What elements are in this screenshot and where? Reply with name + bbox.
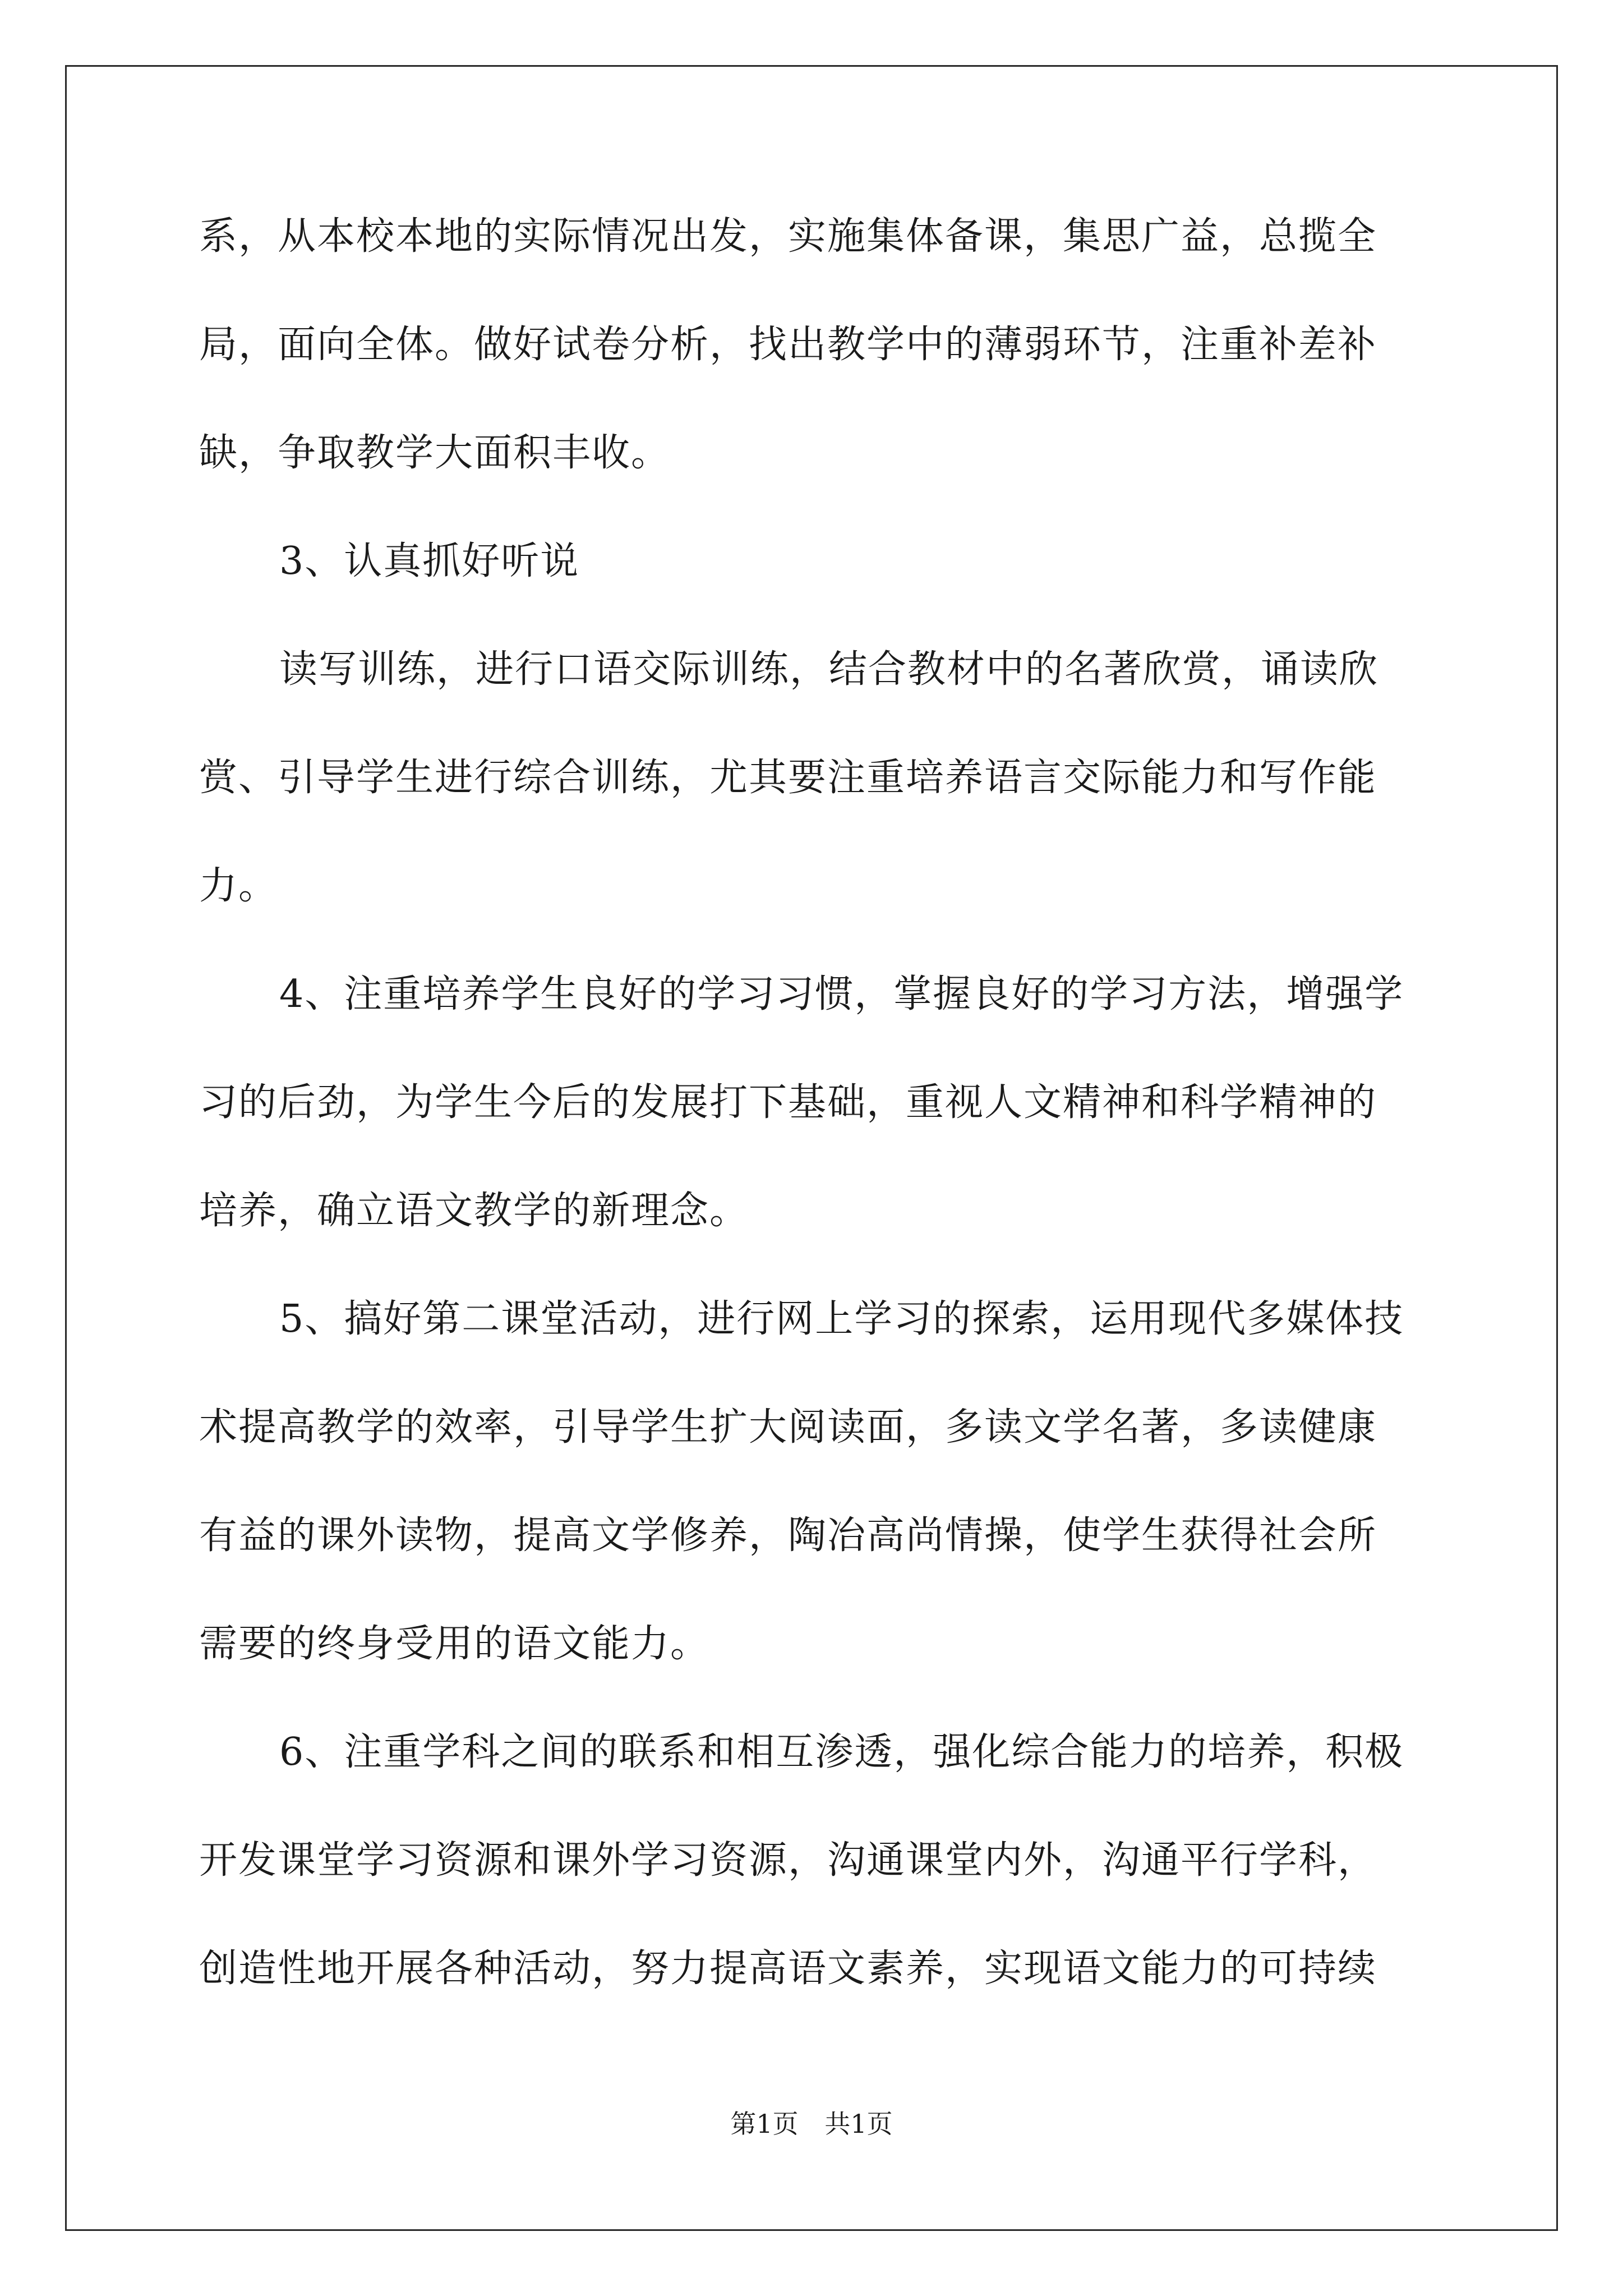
text-line: 局，面向全体。做好试卷分析，找出教学中的薄弱环节，注重补差补 bbox=[199, 323, 1377, 367]
text-line: 缺，争取教学大面积丰收。 bbox=[199, 431, 671, 475]
text-line: 6、注重学科之间的联系和相互渗透，强化综合能力的培养，积极 bbox=[279, 1730, 1404, 1774]
page-border bbox=[65, 65, 1558, 2231]
text-line: 5、搞好第二课堂活动，进行网上学习的探索，运用现代多媒体技 bbox=[279, 1297, 1404, 1341]
text-line: 培养，确立语文教学的新理念。 bbox=[199, 1189, 749, 1233]
page-total: 共1页 bbox=[824, 2109, 893, 2139]
page-number: 第1页 bbox=[730, 2109, 799, 2139]
text-line: 4、注重培养学生良好的学习习惯，掌握良好的学习方法，增强学 bbox=[279, 972, 1404, 1016]
text-line: 赏、引导学生进行综合训练，尤其要注重培养语言交际能力和写作能 bbox=[199, 756, 1377, 800]
text-line: 习的后劲，为学生今后的发展打下基础，重视人文精神和科学精神的 bbox=[199, 1080, 1377, 1125]
text-line: 读写训练，进行口语交际训练，结合教材中的名著欣赏，诵读欣 bbox=[279, 647, 1379, 692]
text-line: 有益的课外读物，提高文学修养，陶冶高尚情操，使学生获得社会所 bbox=[199, 1513, 1377, 1558]
text-line: 开发课堂学习资源和课外学习资源，沟通课堂内外，沟通平行学科， bbox=[199, 1838, 1377, 1883]
list-heading: 3、认真抓好听说 bbox=[279, 539, 580, 583]
text-line: 力。 bbox=[199, 864, 278, 908]
text-line: 需要的终身受用的语文能力。 bbox=[199, 1622, 710, 1666]
text-line: 术提高教学的效率，引导学生扩大阅读面，多读文学名著，多读健康 bbox=[199, 1405, 1377, 1450]
text-line: 创造性地开展各种活动，努力提高语文素养，实现语文能力的可持续 bbox=[199, 1947, 1377, 1991]
text-line: 系，从本校本地的实际情况出发，实施集体备课，集思广益，总揽全 bbox=[199, 214, 1377, 259]
page-footer bbox=[0, 2104, 1623, 2141]
